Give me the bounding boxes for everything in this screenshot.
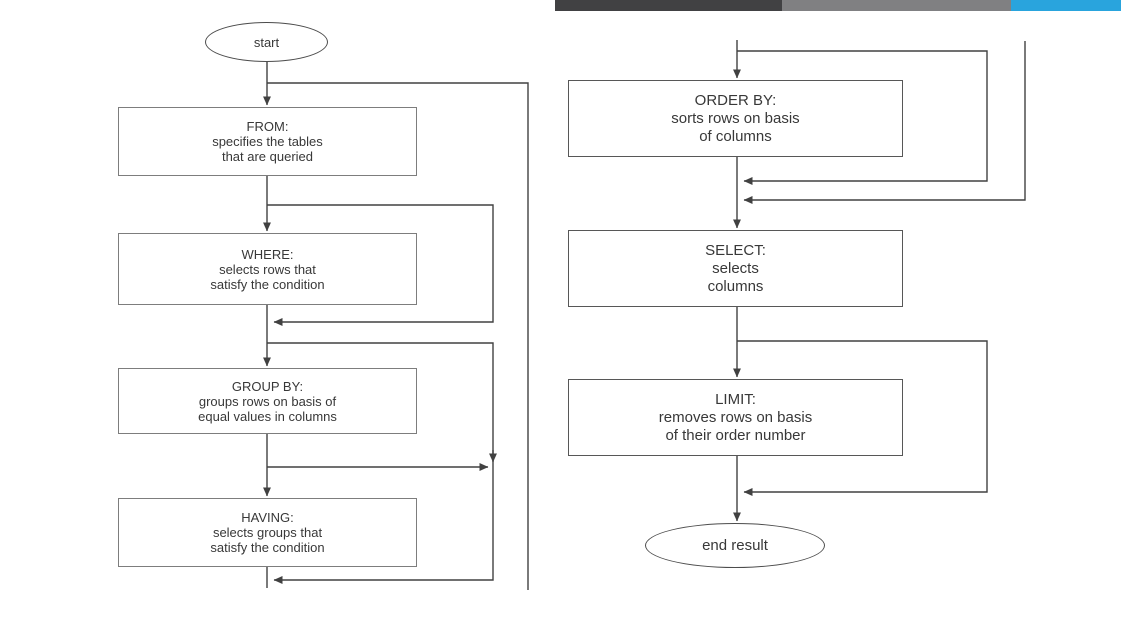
node-title: WHERE:: [241, 246, 294, 262]
start-terminator: [205, 22, 328, 62]
node-title: HAVING:: [241, 510, 294, 525]
node-line: equal values in columns: [198, 408, 337, 424]
node-title: FROM:: [246, 119, 289, 134]
node-line: groups rows on basis of: [198, 393, 337, 409]
end-result-terminator: [645, 523, 825, 568]
node-line: satisfy the condition: [210, 276, 325, 292]
node-line: that are queried: [221, 149, 314, 164]
node-line: specifies the tables: [212, 134, 323, 149]
flow-node-select: [568, 230, 903, 307]
flow-node-order-by: [568, 80, 903, 157]
end-result-label: end result: [702, 537, 768, 554]
flow-node-from: [118, 107, 417, 176]
node-line: selects: [712, 259, 759, 277]
node-title: SELECT:: [705, 241, 766, 259]
node-title: LIMIT:: [715, 390, 756, 408]
node-line: columns: [707, 277, 764, 295]
flow-node-where: [118, 233, 417, 305]
node-line: removes rows on basis: [658, 408, 813, 426]
node-line: sorts rows on basis: [671, 109, 800, 127]
flow-node-having: [118, 498, 417, 567]
flow-node-limit: [568, 379, 903, 456]
node-line: of columns: [699, 127, 772, 145]
node-title: ORDER BY:: [694, 91, 777, 109]
node-line: satisfy the condition: [210, 540, 325, 555]
flow-node-group-by: [118, 368, 417, 434]
node-title: GROUP BY:: [231, 378, 304, 394]
node-line: of their order number: [665, 426, 806, 444]
start-label: start: [253, 34, 280, 50]
node-line: selects rows that: [219, 261, 316, 277]
node-line: selects groups that: [212, 525, 323, 540]
